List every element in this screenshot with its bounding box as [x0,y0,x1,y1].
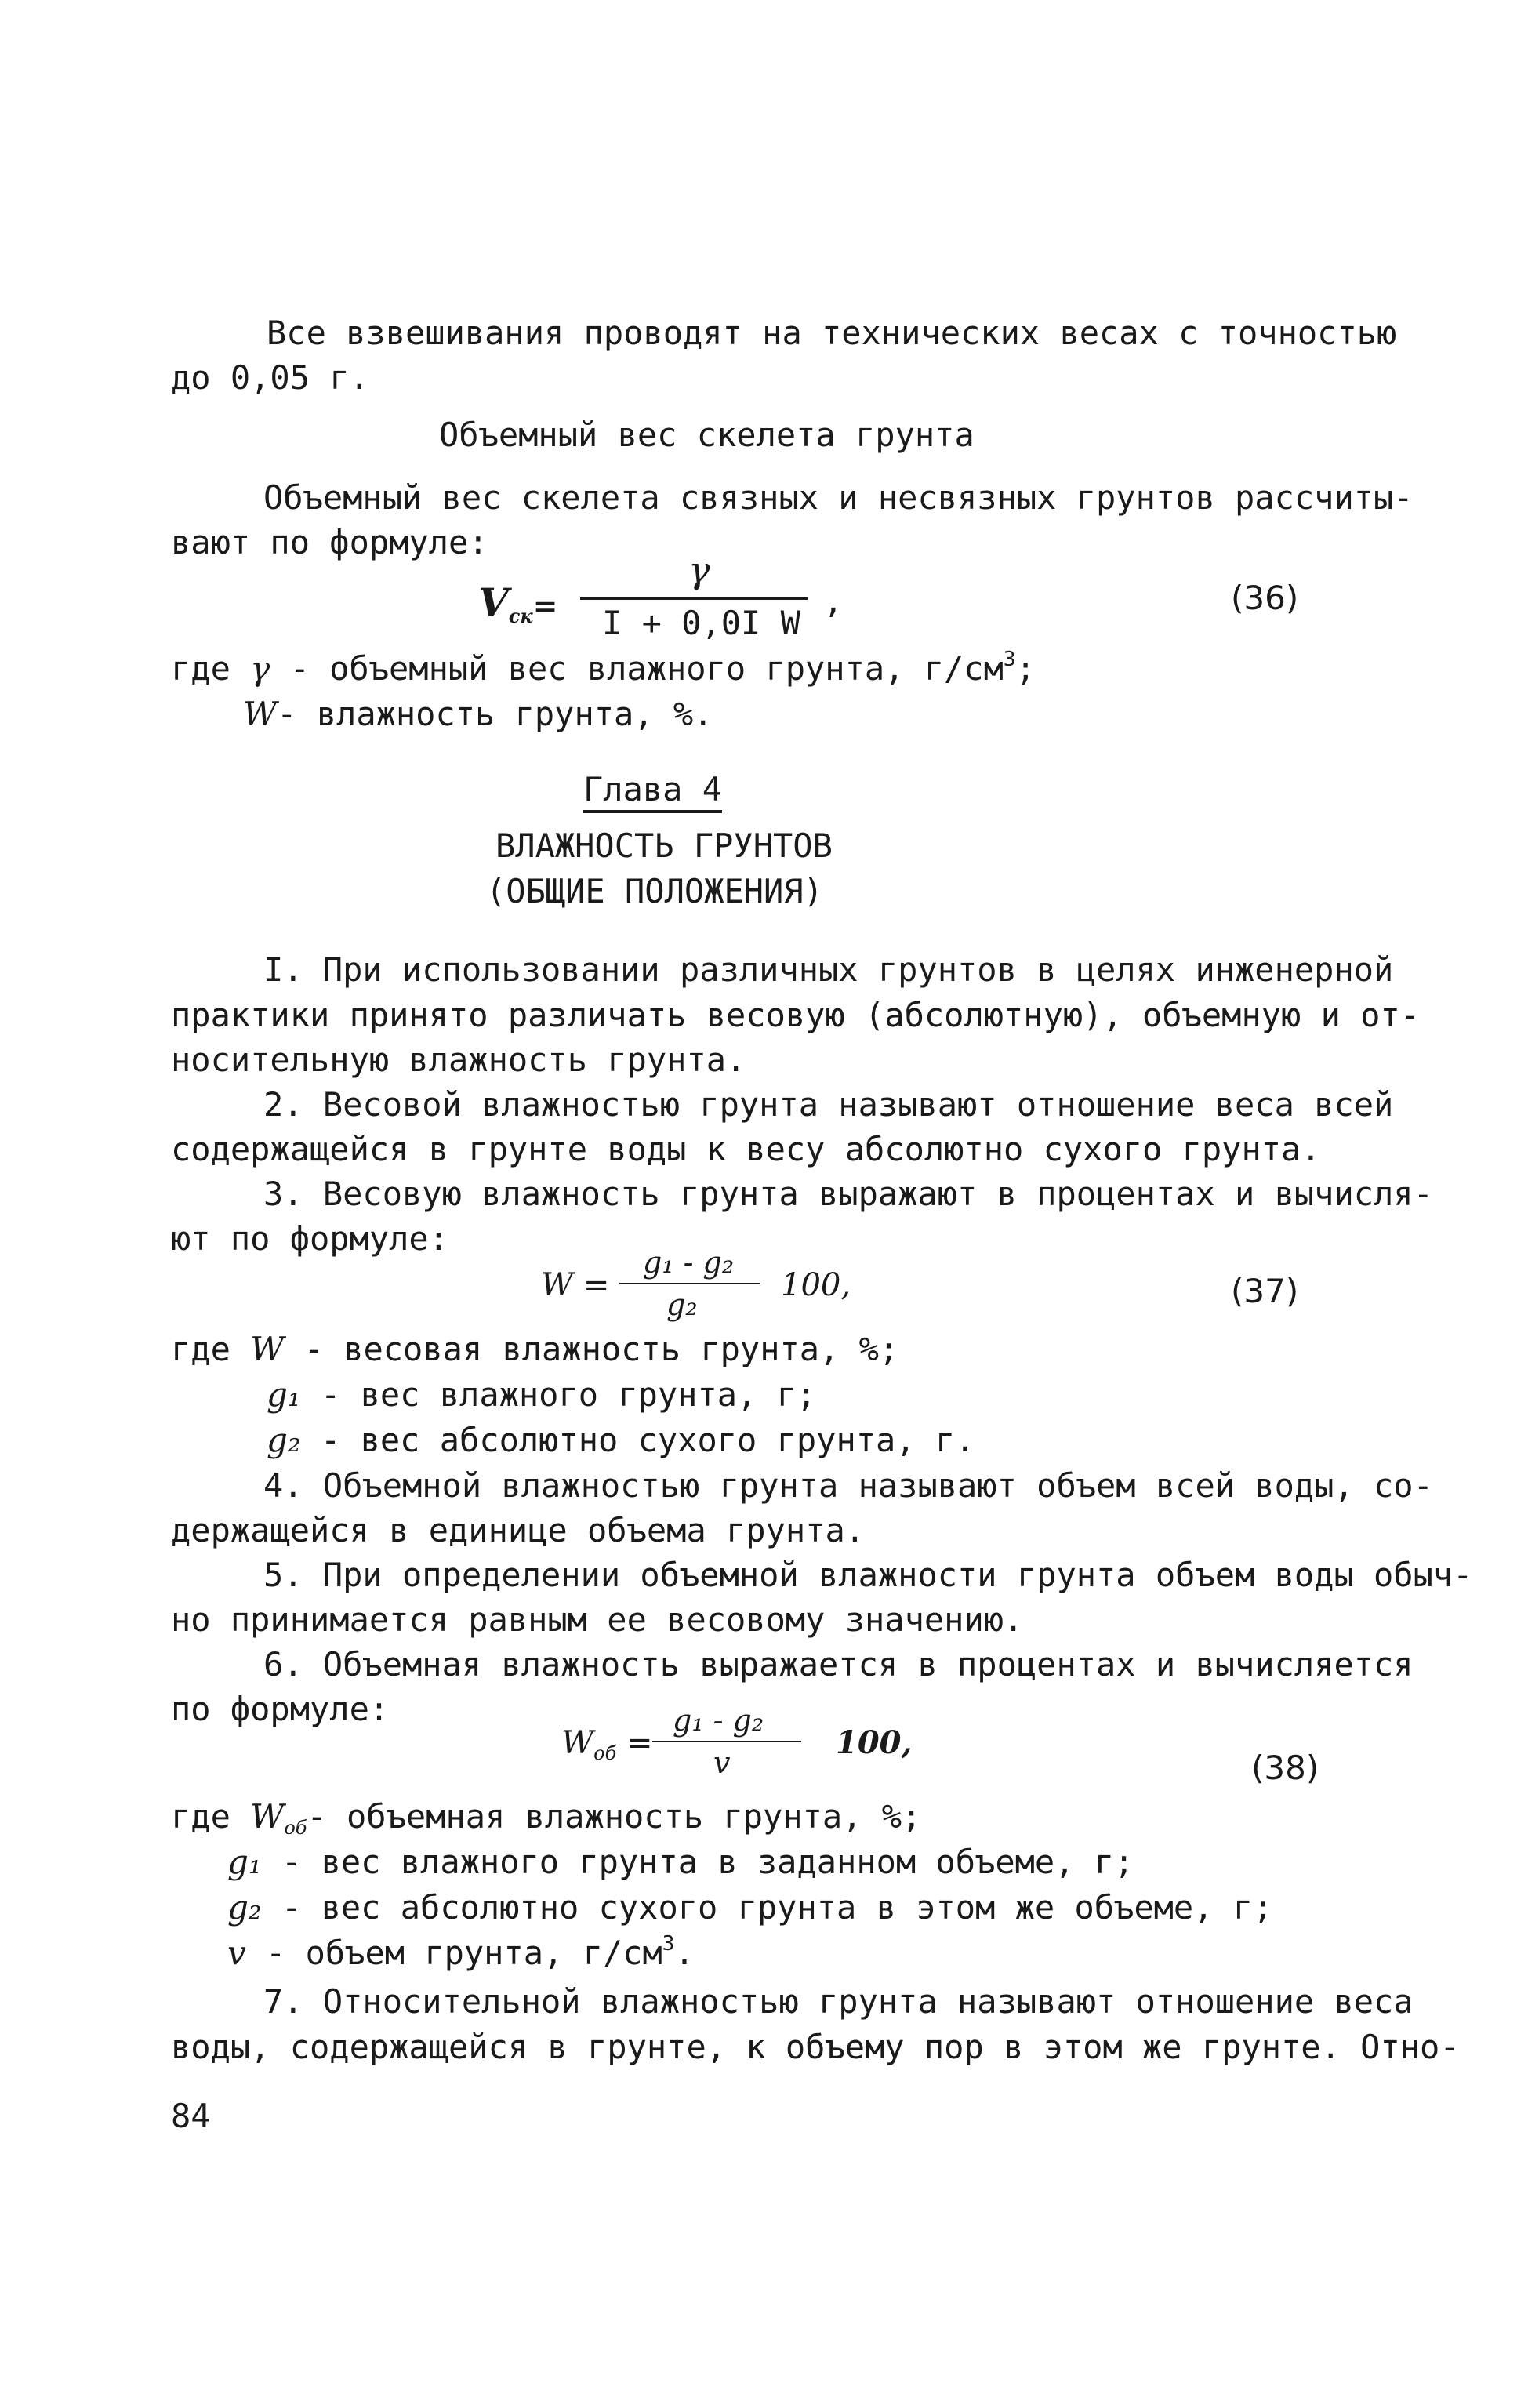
p3-line-2: ют по формуле: [171,1219,449,1258]
p4-line-1: 4. Объемной влажностью грунта называют объем всей воды, со- [263,1466,1433,1505]
page-number: 84 [171,2097,211,2135]
skeleton-line-1: Объемный вес скелета связных и несвязных грунтов рассчиты- [263,478,1414,517]
chapter-title-1: ВЛАЖНОСТЬ ГРУНТОВ [495,826,833,865]
formula-36-comma: , [823,582,844,620]
formula-38-fraction [652,1703,809,1789]
p7-line-1: 7. Относительной влажностью грунта называют отношение веса [263,1982,1414,2021]
chapter-title-2: (ОБЩИЕ ПОЛОЖЕНИЯ) [486,872,823,910]
equation-number-38: (38) [1251,1749,1319,1787]
p5-line-2: но принимается равным ее весовому значению. [171,1600,1024,1639]
where-38-line-3: g₂ - вес абсолютно сухого грунта в этом же объеме, г; [227,1888,1273,1927]
formula-36-numerator: γ [688,549,710,591]
formula-36-denominator: I + 0,0I W [602,604,800,642]
fraction-bar [619,1283,760,1284]
where-37-line-1: где W - весовая влажность грунта, %; [171,1330,899,1368]
chapter-label: Глава 4 [583,768,722,811]
fraction-bar [580,597,808,600]
where-36-line-2: W- влажность грунта, %. [243,695,713,733]
where-37-line-3: g₂ - вес абсолютно сухого грунта, г. [267,1421,975,1459]
p3-line-1: 3. Весовую влажность грунта выражают в процентах и вычисля- [263,1175,1433,1213]
intro-line-2: до 0,05 г. [171,358,369,397]
formula-37-numerator: g₁ - g₂ [643,1245,735,1280]
where-38-line-4: v - объем грунта, $г/см^3$. [227,1932,695,1972]
formula-38-lhs: $W_{об}$ = [561,1725,653,1764]
formula-38-factor: 100, [836,1724,913,1761]
fraction-bar [652,1741,801,1742]
formula-37-factor: 100, [781,1267,851,1303]
equation-number-37: (37) [1231,1272,1299,1310]
p1-line-1: I. При использовании различных грунтов в целях инженерной [263,950,1394,989]
p2-line-1: 2. Весовой влажностью грунта называют отношение веса всей [263,1085,1394,1124]
p5-line-1: 5. При определении объемной влажности грунта объем воды обыч- [263,1556,1473,1594]
formula-36-fraction [580,549,815,651]
p6-line-1: 6. Объемная влажность выражается в процентах и вычисляется [263,1645,1414,1683]
where-36-line-1: где γ - объемный вес влажного грунта, $г/см^3$; [171,648,1036,688]
formula-37-fraction [619,1245,776,1331]
p1-line-2: практики принято различать весовую (абсолютную), объемную и от- [171,996,1421,1034]
formula-38-denominator: v [713,1745,731,1780]
formula-37-denominator: g₂ [666,1288,698,1322]
where-38-line-2: g₁ - вес влажного грунта в заданном объеме, г; [227,1843,1134,1881]
formula-36-lhs: $V_{ск}=$ [478,579,558,627]
section-title: Объемный вес скелета грунта [439,416,975,454]
formula-37-lhs: W = [541,1267,610,1303]
p2-line-2: содержащейся в грунте воды к весу абсолютно сухого грунта. [171,1130,1321,1168]
formula-38-numerator: g₁ - g₂ [673,1703,764,1738]
where-37-line-2: g₁ - вес влажного грунта, г; [267,1375,817,1414]
p6-line-2: по формуле: [171,1690,390,1728]
equation-number-36: (36) [1231,579,1299,617]
p1-line-3: носительную влажность грунта. [171,1041,746,1079]
p4-line-2: держащейся в единице объема грунта. [171,1511,866,1549]
p7-line-2: воды, содержащейся в грунте, к объему пор в этом же грунте. Отно- [171,2028,1460,2066]
where-38-line-1: где $W_{об}-$ объемная влажность грунта, %; [171,1797,922,1839]
skeleton-line-2: вают по формуле: [171,523,488,561]
intro-line-1: Все взвешивания проводят на технических весах с точностью [267,314,1397,352]
